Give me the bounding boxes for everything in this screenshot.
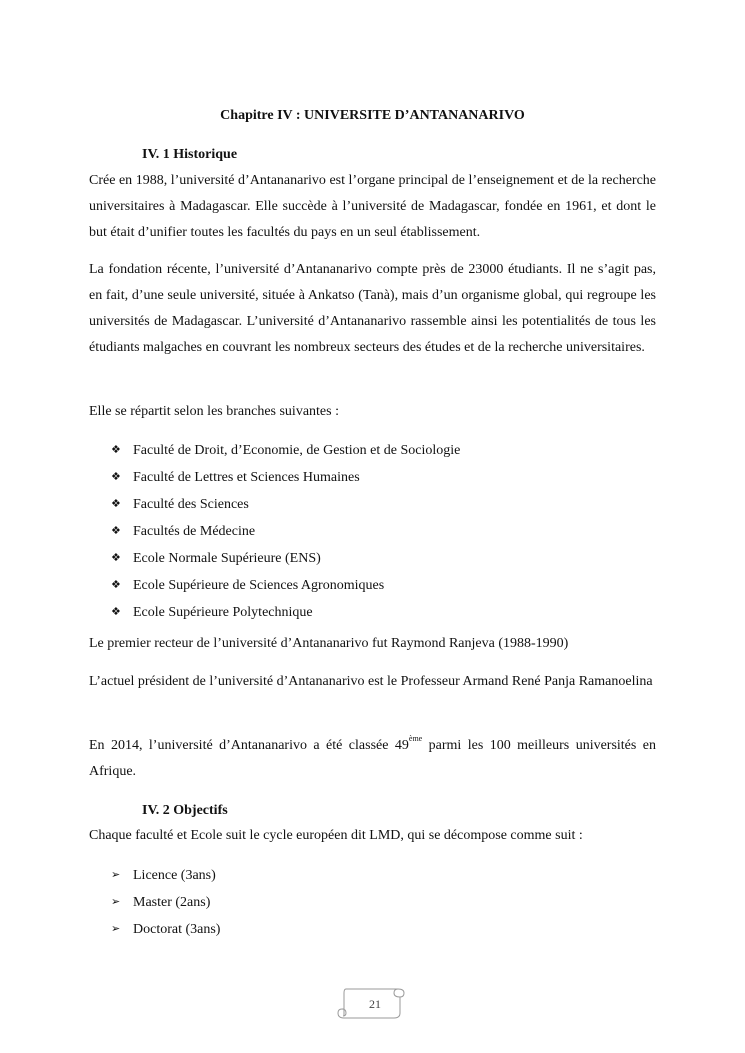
paragraph-current-president: L’actuel président de l’université d’Antananarivo est le Professeur Armand René Panja Ramanoelina [89,674,653,689]
paragraph-lmd-intro: Chaque faculté et Ecole suit le cycle européen dit LMD, qui se décompose comme suit : [89,828,583,843]
chapter-title: Chapitre IV : UNIVERSITE D’ANTANANARIVO [220,108,525,123]
diamond-bullet-icon: ❖ [111,605,121,618]
diamond-bullet-icon: ❖ [111,443,121,456]
list-item: ➢ Licence (3ans) [111,862,220,889]
list-item: ❖ Faculté de Lettres et Sciences Humaines [111,464,460,491]
list-item: ❖ Faculté des Sciences [111,491,460,518]
diamond-bullet-icon: ❖ [111,578,121,591]
list-item: ❖ Faculté de Droit, d’Economie, de Gestion et de Sociologie [111,437,460,464]
list-item: ❖ Ecole Supérieure Polytechnique [111,599,460,626]
list-item: ➢ Master (2ans) [111,889,220,916]
paragraph-history-intro: Crée en 1988, l’université d’Antananarivo est l’organe principal de l’enseignement et de la recherche universitaires à Madagascar. Elle succède à l’université de Madagascar, fondée en 1961, et dont le but était d’unifier toutes les facultés du pays en un seul établissement. [89,173,656,240]
arrow-bullet-icon: ➢ [111,895,121,908]
arrow-bullet-icon: ➢ [111,922,121,935]
list-item: ➢ Doctorat (3ans) [111,916,220,943]
diamond-bullet-icon: ❖ [111,497,121,510]
paragraph-first-rector: Le premier recteur de l’université d’Antananarivo fut Raymond Ranjeva (1988-1990) [89,636,569,651]
section-heading-objectifs: IV. 2 Objectifs [142,803,228,818]
section-heading-historique: IV. 1 Historique [142,147,238,162]
paragraph-branches-intro: Elle se répartit selon les branches suivantes : [89,404,339,419]
paragraph-foundation: La fondation récente, l’université d’Antananarivo compte près de 23000 étudiants. Il ne s’agit pas, en fait, d’une seule université, située à Ankatso (Tanà), mais d’un organisme global, qui regroupe les universités de Madagascar. L’université d’Antananarivo rassemble ainsi les potentialités de tous les étudiants malgaches en couvrant les nombreux secteurs des études et de la recherche universitaires. [89,262,656,355]
diamond-bullet-icon: ❖ [111,524,121,537]
diamond-bullet-icon: ❖ [111,470,121,483]
list-item: ❖ Facultés de Médecine [111,518,460,545]
arrow-bullet-icon: ➢ [111,868,121,881]
page-number: 21 [369,997,381,1011]
cycles-list [111,862,220,943]
list-item: ❖ Ecole Normale Supérieure (ENS) [111,545,460,572]
diamond-bullet-icon: ❖ [111,551,121,564]
branches-list [111,437,460,626]
paragraph-ranking: En 2014, l’université d’Antananarivo a été classée 49ème parmi les 100 meilleurs universités en Afrique. [89,734,656,779]
list-item: ❖ Ecole Supérieure de Sciences Agronomiques [111,572,460,599]
